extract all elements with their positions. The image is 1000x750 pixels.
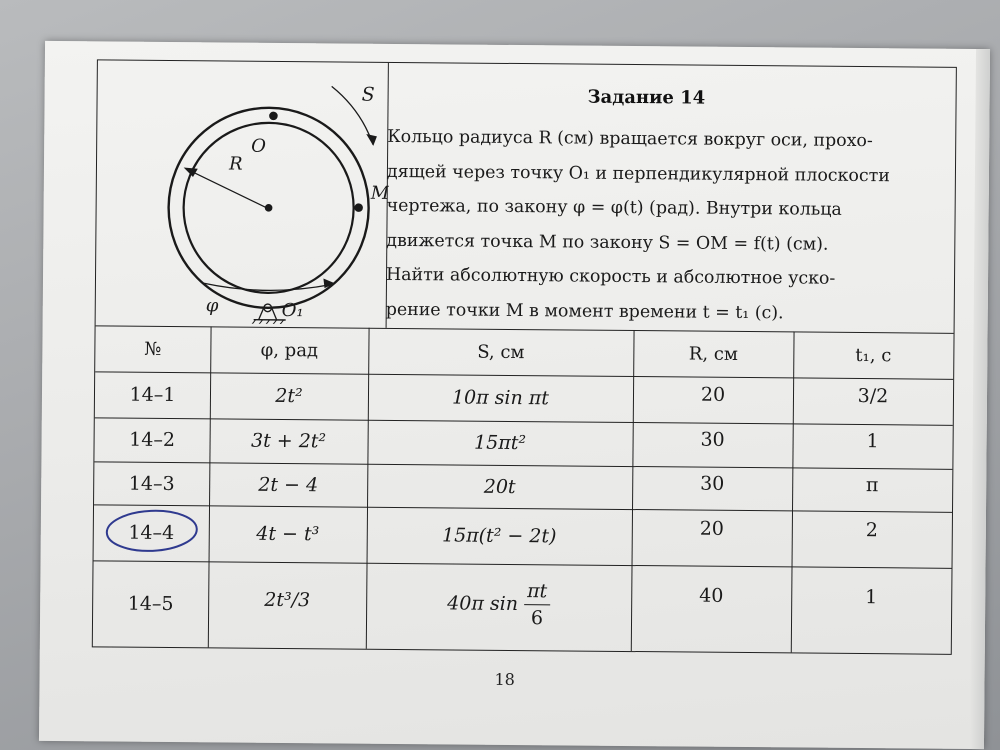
label-o: O: [251, 135, 267, 157]
table-row-r: 30: [700, 472, 725, 495]
table-row-phi: 2t − 4: [258, 473, 319, 496]
label-s: S: [361, 83, 375, 106]
support-leg-left: [259, 308, 264, 320]
table-row-t1: π: [865, 473, 879, 496]
header-r: R, см: [688, 343, 738, 365]
header-s: S, см: [477, 341, 525, 363]
center-point: [265, 204, 273, 212]
label-m: M: [370, 182, 390, 204]
table-row-t1: 1: [866, 430, 879, 453]
hatch-2: [259, 320, 263, 325]
header-no: №: [144, 338, 162, 360]
rotation-arrowhead: [367, 135, 376, 145]
problem-line: чертежа, по закону φ = φ(t) (рад). Внутри кольца: [386, 195, 842, 220]
table-row-phi: 4t − t³: [256, 522, 320, 546]
problem-line: дящей через точку O₁ и перпендикулярной плоскости: [386, 161, 890, 186]
table-row-r: 40: [699, 584, 724, 607]
task-table: [92, 59, 957, 654]
table-row-t1: 2: [865, 519, 878, 542]
table-row-t1: 1: [865, 586, 878, 609]
point-m: [354, 203, 363, 212]
problem-text: [386, 120, 943, 332]
ring-diagram: [96, 60, 390, 325]
table-row-phi: 3t + 2t²: [250, 429, 327, 453]
header-t1: t₁, с: [855, 344, 892, 366]
table-row-no: 14–4: [128, 521, 175, 545]
table-row-r: 20: [700, 383, 726, 406]
problem-line: движется точка M по закону S = OM = f(t) (см).: [386, 230, 829, 255]
table-row-t1: 3/2: [857, 384, 889, 408]
table-row-r: 30: [700, 428, 725, 451]
hatch-4: [273, 320, 277, 325]
hatch-1: [252, 320, 256, 325]
table-row-no: 14–3: [128, 472, 175, 495]
label-r: R: [228, 153, 243, 175]
phi-arc: [204, 283, 332, 291]
table-row-s: 10π sin πt: [451, 386, 550, 410]
book-page: [39, 41, 990, 749]
table-row-no: 14–2: [129, 428, 176, 452]
point-o: [269, 112, 278, 121]
s-prefix: 40π sin: [447, 592, 519, 616]
s-fraction: [524, 578, 551, 631]
problem-line: рение точки M в момент времени t = t₁ (с).: [385, 299, 784, 323]
table-row-phi: 2t³/3: [264, 588, 311, 612]
header-phi: φ, рад: [260, 339, 319, 361]
table-row-phi: 2t²: [275, 384, 303, 408]
support-leg-right: [272, 308, 277, 320]
table-row-s-formula: [366, 563, 632, 645]
radius-line: [189, 170, 267, 208]
label-phi: φ: [205, 295, 219, 317]
problem-line: Кольцо радиуса R (см) вращается вокруг оси, прохо-: [387, 126, 873, 152]
table-row-s: 15π(t² − 2t): [441, 524, 557, 548]
table-row-s: 20t: [483, 475, 516, 498]
table-row-no: 14–1: [129, 383, 176, 407]
table-row-no: 14–5: [127, 592, 174, 616]
s-numerator: πt: [524, 578, 550, 605]
table-row-r: 20: [699, 517, 725, 540]
problem-line: Найти абсолютную скорость и абсолютное уско-: [385, 264, 836, 289]
hatch-3: [266, 320, 270, 325]
label-o1: O₁: [281, 299, 304, 322]
task-title: Задание 14: [587, 86, 706, 109]
s-denominator: 6: [530, 606, 544, 629]
page-number: 18: [494, 669, 515, 690]
table-row-s: 15πt²: [474, 431, 527, 455]
